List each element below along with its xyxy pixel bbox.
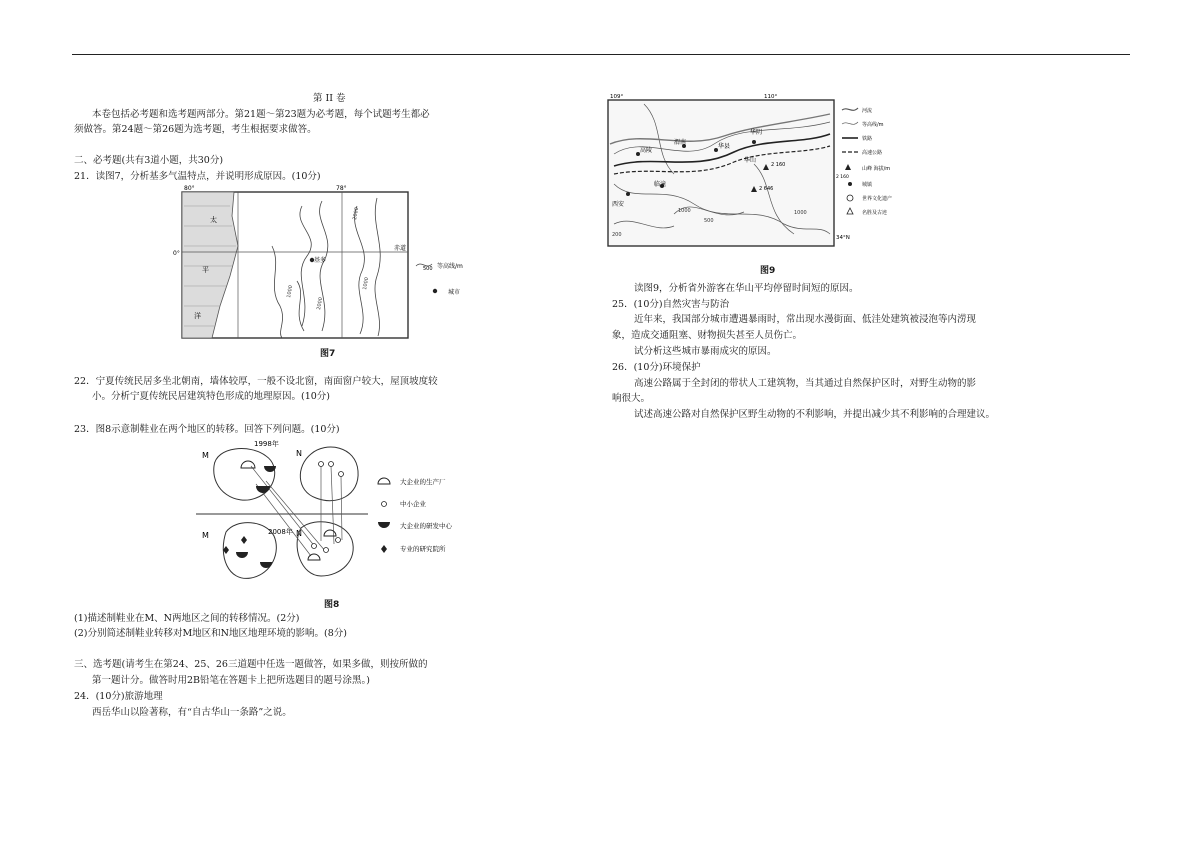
- legend-heritage: 世界文化遗产: [862, 196, 893, 202]
- part3-heading: 三、选考题(请考生在第24、25、26三道题中任选一题做答，如果多做，则按所做的: [74, 659, 428, 670]
- legend-peak: 山峰 海拔/m: [862, 166, 891, 172]
- question-22-line-1: 22．宁夏传统民居多坐北朝南，墙体较厚，一般不设北窗，南面窗户较大，屋顶坡度较: [74, 376, 438, 387]
- legend-scenic-spot: 名胜及古迹: [862, 210, 888, 216]
- place-xian: 西安: [612, 201, 625, 208]
- intro-line-1: 本卷包括必考题和选考题两部分。第21题～第23题为必考题，每个试题考生都必: [92, 109, 430, 120]
- lon-80-label: 80°: [184, 185, 195, 192]
- lat-0-label: 0°: [173, 250, 180, 257]
- lon-left-label: 109°: [610, 94, 624, 100]
- legend-river: 河流: [862, 108, 873, 114]
- question-25-line-2: 象，造成交通阻塞、财物损失甚至人员伤亡。: [612, 330, 803, 341]
- place-huashan: 华山: [744, 157, 757, 164]
- region-n-label-top: N: [296, 449, 302, 458]
- peak-2646: 2 646: [759, 186, 774, 192]
- year-1998-label: 1998年: [254, 440, 279, 448]
- question-21: 21．读图7，分析基多气温特点，并说明形成原因。(10分): [74, 171, 321, 182]
- legend-contour-label: 等高线/m: [437, 263, 463, 270]
- contour-label: 1000: [794, 210, 807, 216]
- legend-peak-value: 2 160: [836, 175, 849, 180]
- contour-value: 2000: [316, 296, 325, 311]
- figure-7-map: [172, 186, 472, 346]
- legend-large-factory: 大企业的生产厂: [400, 478, 446, 486]
- question-25-line-1: 近年来，我国部分城市遭遇暴雨时，常出现水漫街面、低洼处建筑被浸泡等内涝现: [634, 314, 977, 325]
- lon-right-label: 110°: [764, 94, 778, 100]
- legend-sme: 中小企业: [400, 500, 426, 508]
- place-gaoling: 高陵: [640, 147, 653, 154]
- legend-rd-center: 大企业的研发中心: [400, 522, 452, 530]
- figure-7-caption: 图7: [320, 349, 336, 359]
- question-26-line-3: 试述高速公路对自然保护区野生动物的不利影响，并提出减少其不利影响的合理建议。: [634, 409, 996, 420]
- lon-78-label: 78°: [336, 185, 347, 192]
- question-26-line-1: 高速公路属于全封闭的带状人工建筑物，当其通过自然保护区时，对野生动物的影: [634, 378, 977, 389]
- question-23-part-1: (1)描述制鞋业在M、N两地区之间的转移情况。(2分): [74, 613, 300, 624]
- equator-label: 赤道: [394, 245, 407, 252]
- lat-label: 34°N: [836, 235, 850, 241]
- legend-contour-value: 500: [423, 266, 433, 272]
- figure-9-map: [604, 94, 893, 254]
- legend-railway: 铁路: [862, 136, 873, 142]
- contour-value: 1000: [286, 284, 295, 299]
- question-25-line-3: 试分析这些城市暴雨成灾的原因。: [634, 346, 777, 357]
- legend-contour: 等高线/m: [862, 122, 884, 128]
- question-23-part-2: (2)分别简述制鞋业转移对M地区和N地区地理环境的影响。(8分): [74, 628, 347, 639]
- region-n-label-bottom: N: [296, 529, 302, 538]
- question-22-line-2: 小。分析宁夏传统民居建筑特色形成的地理原因。(10分): [92, 391, 331, 402]
- legend-research-institute: 专业的研究院所: [400, 545, 446, 553]
- peak-2160: 2 160: [771, 162, 786, 168]
- top-rule: [72, 54, 1130, 55]
- figure-8-caption: 图8: [324, 600, 340, 610]
- question-25: 25．(10分)自然灾害与防治: [612, 299, 730, 310]
- legend-city-label: 城市: [448, 289, 461, 296]
- region-m-label-bottom: M: [202, 531, 209, 540]
- legend-highway: 高速公路: [862, 150, 883, 156]
- contour-label: 1000: [678, 208, 691, 214]
- place-huayin: 华阴: [750, 129, 763, 136]
- contour-label: 200: [612, 232, 622, 238]
- ocean-char-2: 平: [202, 266, 209, 274]
- place-huaxian: 华县: [718, 143, 731, 150]
- place-lintong: 临潼: [654, 181, 667, 188]
- region-m-label-top: M: [202, 451, 209, 460]
- section-title: 第 II 卷: [313, 93, 346, 104]
- question-24-prompt: 读图9，分析省外游客在华山平均停留时间短的原因。: [634, 283, 859, 294]
- figure-8-diagram: [196, 436, 486, 596]
- place-weinan: 渭南: [674, 139, 687, 146]
- city-quito-label: 基多: [314, 257, 327, 264]
- ocean-char-3: 洋: [194, 312, 201, 320]
- figure-9-caption: 图9: [760, 266, 776, 276]
- ocean-char-1: 太: [210, 216, 217, 224]
- question-24: 24．(10分)旅游地理: [74, 691, 163, 702]
- question-26: 26．(10分)环境保护: [612, 362, 701, 373]
- contour-value: 1000: [362, 276, 371, 291]
- part3-line-2: 第一题计分。做答时用2B铅笔在答题卡上把所选题目的题号涂黑。): [92, 675, 370, 686]
- question-23: 23．图8示意制鞋业在两个地区的转移。回答下列问题。(10分): [74, 424, 340, 435]
- question-26-line-2: 响很大。: [612, 393, 651, 404]
- year-2008-label: 2008年: [268, 528, 293, 536]
- contour-label: 500: [704, 218, 714, 224]
- question-24-text: 西岳华山以险著称，有“自古华山一条路”之说。: [92, 707, 292, 718]
- contour-value: 2000: [352, 206, 361, 221]
- legend-town: 城镇: [862, 182, 873, 188]
- part2-heading: 二、必考题(共有3道小题，共30分): [74, 155, 224, 166]
- intro-line-2: 须做答。第24题～第26题为选考题，考生根据要求做答。: [74, 124, 317, 135]
